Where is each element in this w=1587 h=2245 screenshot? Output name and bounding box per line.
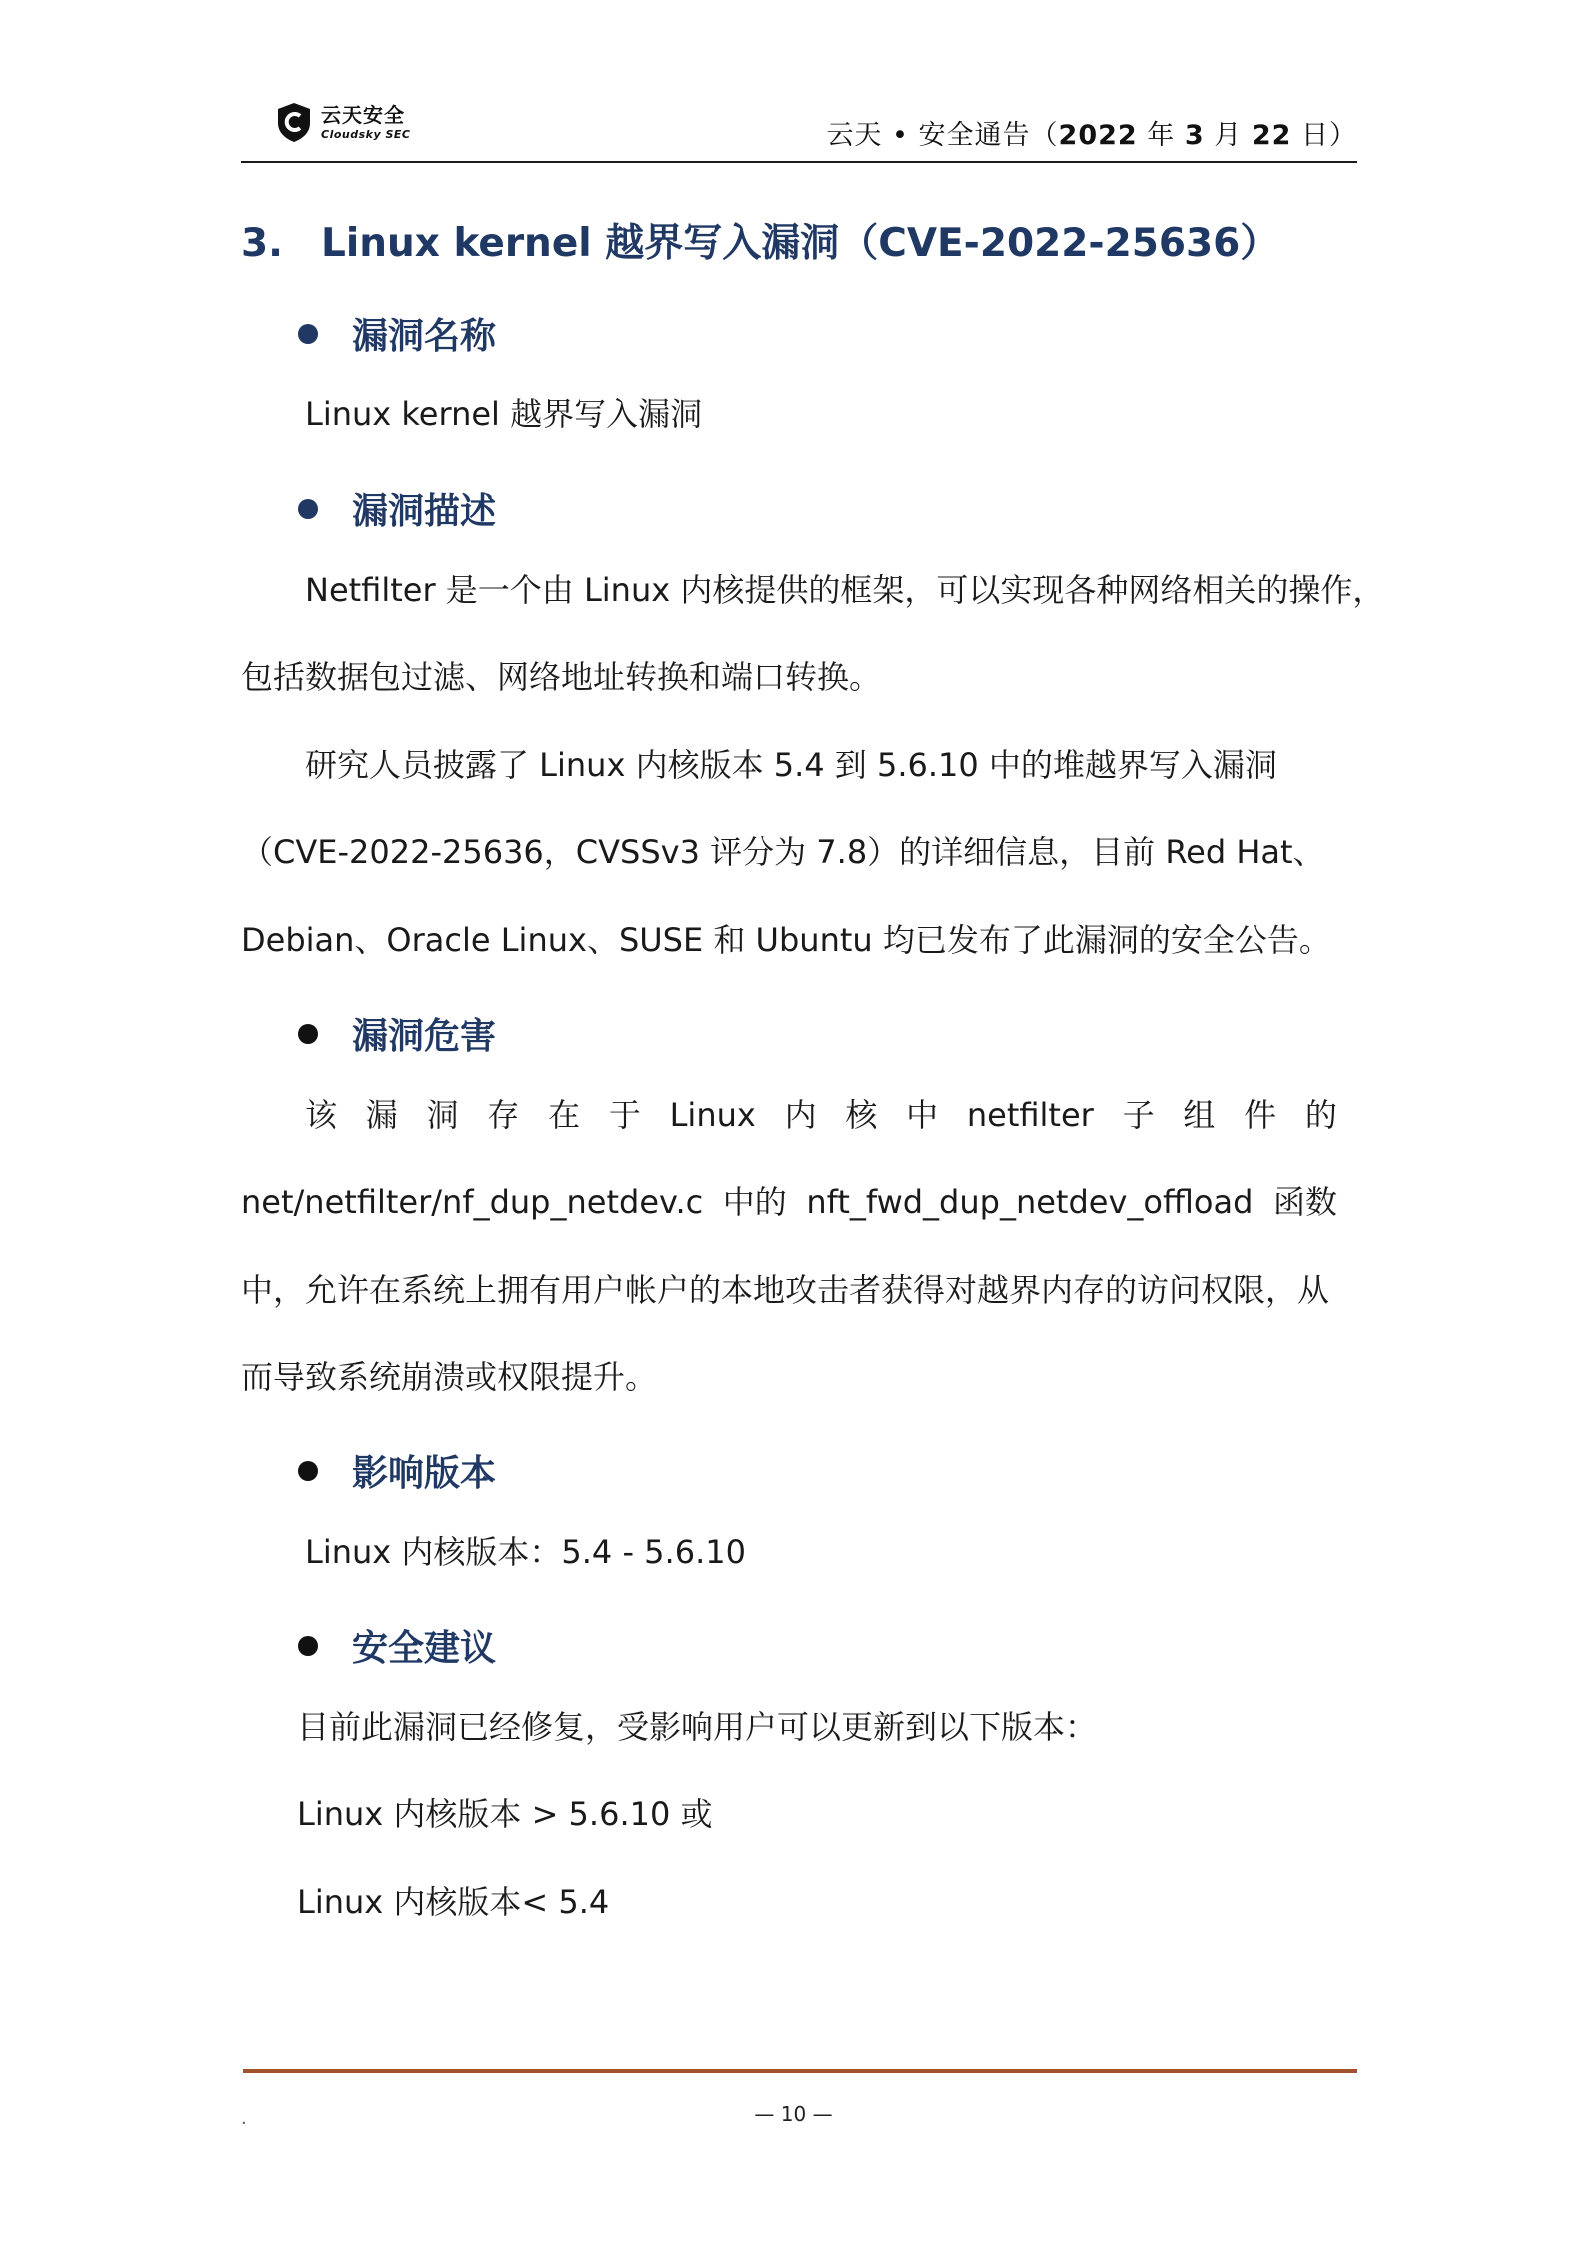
bullet-dot-icon: [298, 1024, 318, 1044]
bulletin-month: 3: [1184, 120, 1205, 151]
heading-label: 安全建议: [352, 1628, 497, 1669]
section-title: [241, 212, 1279, 268]
heading-security-advice: [298, 1620, 496, 1671]
vuln-name-text: Linux kernel 越界写入漏洞: [305, 395, 703, 433]
section-number: 3.: [241, 221, 283, 266]
harm-word: 洞: [426, 1096, 459, 1134]
section-title-text: Linux kernel 越界写入漏洞（CVE-2022-25636）: [321, 221, 1280, 266]
heading-vuln-impact: [298, 1008, 496, 1059]
page-number: — 10 —: [754, 2102, 833, 2126]
harm-word: Linux: [669, 1096, 756, 1134]
heading-label: 漏洞名称: [352, 316, 497, 357]
advice-line-1: 目前此漏洞已经修复，受影响用户可以更新到以下版本：: [297, 1708, 1098, 1746]
harm-word: 漏: [365, 1096, 398, 1134]
page-header: [241, 95, 1357, 163]
bulletin-title-prefix: 云天 • 安全通告（: [826, 120, 1059, 151]
harm-word: 核: [845, 1096, 878, 1134]
bullet-dot-icon: [298, 1636, 318, 1656]
bulletin-month-unit: 月: [1204, 120, 1252, 151]
advice-line-2: Linux 内核版本 > 5.6.10 或: [297, 1795, 713, 1833]
harm-word: 在: [548, 1096, 581, 1134]
harm-line-3: 中，允许在系统上拥有用户帐户的本地攻击者获得对越界内存的访问权限，从: [241, 1271, 1330, 1309]
bullet-dot-icon: [298, 499, 318, 519]
bulletin-year-unit: 年: [1137, 120, 1185, 151]
logo: [275, 101, 410, 143]
bulletin-title: [826, 113, 1357, 152]
harm-word: 组: [1183, 1096, 1216, 1134]
affected-versions-text: Linux 内核版本：5.4 - 5.6.10: [305, 1533, 746, 1571]
harm-word: nft_fwd_dup_netdev_offload: [806, 1183, 1254, 1221]
harm-word: 内: [784, 1096, 817, 1134]
harm-word: 中: [906, 1096, 939, 1134]
bullet-dot-icon: [298, 324, 318, 344]
harm-word: 的: [1304, 1096, 1337, 1134]
logo-name-cn: 云天安全: [321, 102, 405, 127]
heading-affected-versions: [298, 1445, 496, 1496]
advice-line-3: Linux 内核版本< 5.4: [297, 1883, 610, 1921]
harm-word: 该: [305, 1096, 338, 1134]
bulletin-day-unit: 日）: [1291, 120, 1357, 151]
harm-word: netfilter: [966, 1096, 1094, 1134]
harm-word: 于: [608, 1096, 641, 1134]
desc-line-5: Debian、Oracle Linux、SUSE 和 Ubuntu 均已发布了此漏洞的安全公告。: [241, 921, 1331, 959]
harm-word: net/netfilter/nf_dup_netdev.c: [241, 1183, 704, 1221]
desc-line-4: （CVE-2022-25636，CVSSv3 评分为 7.8）的详细信息，目前 Red Hat、: [241, 833, 1325, 871]
bulletin-year: 2022: [1058, 120, 1138, 151]
heading-vuln-description: [298, 483, 496, 534]
bullet-dot-icon: [298, 1461, 318, 1481]
harm-word: 函数: [1272, 1183, 1337, 1221]
footer-dot: .: [241, 2108, 247, 2129]
desc-line-1: Netfilter 是一个由 Linux 内核提供的框架，可以实现各种网络相关的操作，: [305, 571, 1385, 609]
harm-word: 存: [487, 1096, 520, 1134]
heading-label: 影响版本: [352, 1453, 497, 1494]
footer-divider: [243, 2069, 1357, 2073]
desc-line-2: 包括数据包过滤、网络地址转换和端口转换。: [241, 658, 882, 696]
harm-line-2: [241, 1183, 1337, 1221]
shield-logo-icon: [275, 101, 313, 143]
harm-word: 中的: [722, 1183, 787, 1221]
harm-line-4: 而导致系统崩溃或权限提升。: [241, 1358, 658, 1396]
heading-vuln-name: [298, 308, 496, 359]
heading-label: 漏洞描述: [352, 491, 497, 532]
bulletin-day: 22: [1251, 120, 1292, 151]
harm-line-1: [305, 1096, 1337, 1134]
logo-name-en: Cloudsky SEC: [321, 127, 411, 141]
harm-word: 子: [1122, 1096, 1155, 1134]
harm-word: 件: [1244, 1096, 1277, 1134]
heading-label: 漏洞危害: [352, 1016, 497, 1057]
desc-line-3: 研究人员披露了 Linux 内核版本 5.4 到 5.6.10 中的堆越界写入漏洞: [305, 746, 1277, 784]
